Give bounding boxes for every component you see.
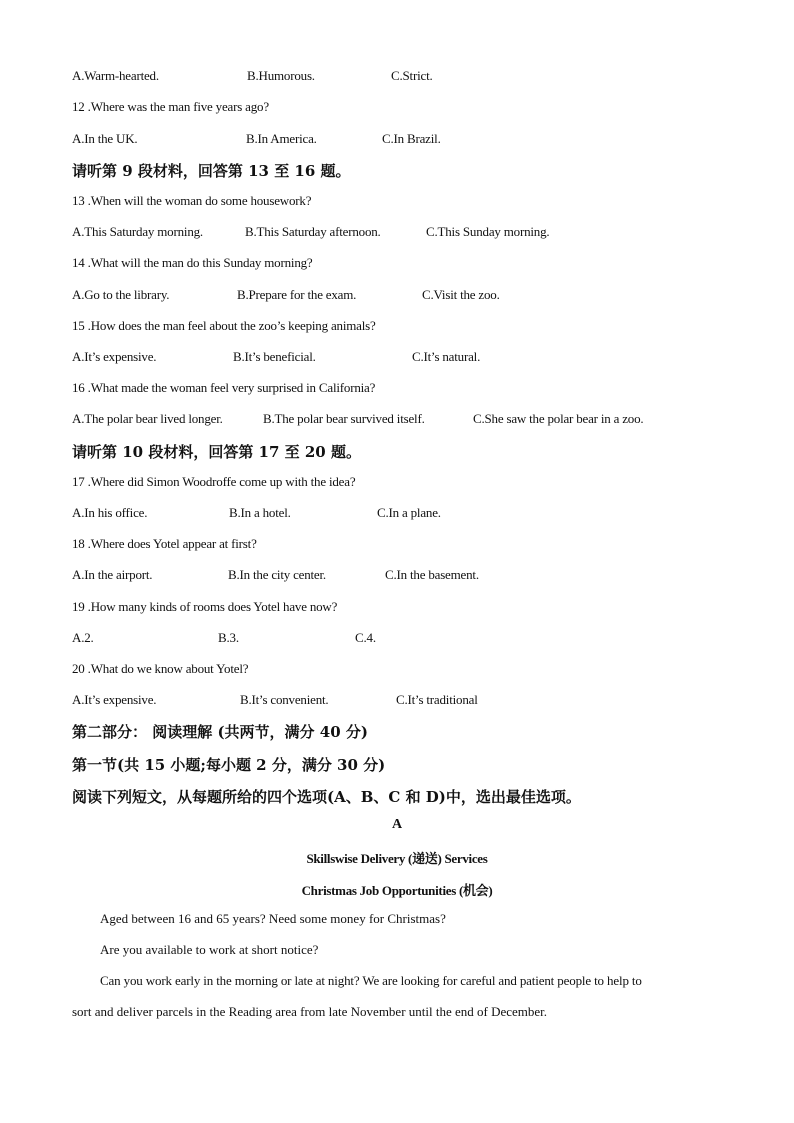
q13-option-b: B.This Saturday afternoon. [245, 224, 381, 239]
q13-option-a: A.This Saturday morning. [72, 224, 203, 239]
q19-question: 19 .How many kinds of rooms does Yotel have now? [72, 599, 338, 614]
q11-option-b: B.Humorous. [247, 68, 315, 83]
q15-option-a: A.It’s expensive. [72, 349, 157, 364]
q14-option-c: C.Visit the zoo. [422, 287, 500, 302]
passage-subtitle: Christmas Job Opportunities (机会) [301, 883, 493, 898]
section-10-heading: 请听第 10 段材料，回答第 17 至 20 题。 [72, 443, 361, 461]
passage-paragraph-1: Aged between 16 and 65 years? Need some money for Christmas? [100, 911, 446, 926]
q12-option-b: B.In America. [246, 131, 317, 146]
section-9-heading: 请听第 9 段材料，回答第 13 至 16 题。 [72, 162, 351, 180]
q16-question: 16 .What made the woman feel very surprised in California? [72, 380, 376, 395]
q14-question: 14 .What will the man do this Sunday morning? [72, 255, 313, 270]
q11-option-a: A.Warm-hearted. [72, 68, 159, 83]
q16-option-b: B.The polar bear survived itself. [263, 411, 425, 426]
q17-question: 17 .Where did Simon Woodroffe come up with the idea? [72, 474, 356, 489]
q14-option-b: B.Prepare for the exam. [237, 287, 357, 302]
q15-option-c: C.It’s natural. [412, 349, 481, 364]
passage-paragraph-3-line-1: Can you work early in the morning or late at night? We are looking for careful and patient people to help to [100, 973, 642, 988]
q12-option-a: A.In the UK. [72, 131, 138, 146]
q18-option-b: B.In the city center. [228, 567, 326, 582]
q18-option-a: A.In the airport. [72, 567, 153, 582]
q13-question: 13 .When will the woman do some housework? [72, 193, 312, 208]
passage-title: Skillswise Delivery (递送) Services [306, 851, 488, 866]
q18-option-c: C.In the basement. [385, 567, 479, 582]
q17-option-a: A.In his office. [72, 505, 148, 520]
q17-option-c: C.In a plane. [377, 505, 441, 520]
passage-paragraph-3-line-2: sort and deliver parcels in the Reading area from late November until the end of December. [72, 1004, 548, 1019]
passage-letter: A [391, 817, 403, 832]
part-2-section-1-heading: 第一节(共 15 小题;每小题 2 分，满分 30 分) [72, 756, 386, 774]
part-2-heading: 第二部分： 阅读理解 (共两节，满分 40 分) [72, 723, 368, 741]
q11-option-c: C.Strict. [391, 68, 433, 83]
q20-option-a: A.It’s expensive. [72, 692, 157, 707]
q14-option-a: A.Go to the library. [72, 287, 170, 302]
q12-question: 12 .Where was the man five years ago? [72, 99, 269, 114]
passage-paragraph-2: Are you available to work at short notice? [100, 942, 319, 957]
q18-question: 18 .Where does Yotel appear at first? [72, 536, 257, 551]
q20-question: 20 .What do we know about Yotel? [72, 661, 249, 676]
q15-question: 15 .How does the man feel about the zoo’s keeping animals? [72, 318, 376, 333]
q13-option-c: C.This Sunday morning. [426, 224, 550, 239]
q17-option-b: B.In a hotel. [229, 505, 291, 520]
q20-option-b: B.It’s convenient. [240, 692, 329, 707]
q19-option-c: C.4. [355, 630, 376, 645]
q15-option-b: B.It’s beneficial. [233, 349, 316, 364]
q12-option-c: C.In Brazil. [382, 131, 441, 146]
q16-option-a: A.The polar bear lived longer. [72, 411, 223, 426]
reading-instruction: 阅读下列短文，从每题所给的四个选项(A、B、C 和 D)中，选出最佳选项。 [72, 788, 581, 806]
q19-option-b: B.3. [218, 630, 239, 645]
q19-option-a: A.2. [72, 630, 94, 645]
q16-option-c: C.She saw the polar bear in a zoo. [473, 411, 644, 426]
q20-option-c: C.It’s traditional [396, 692, 478, 707]
